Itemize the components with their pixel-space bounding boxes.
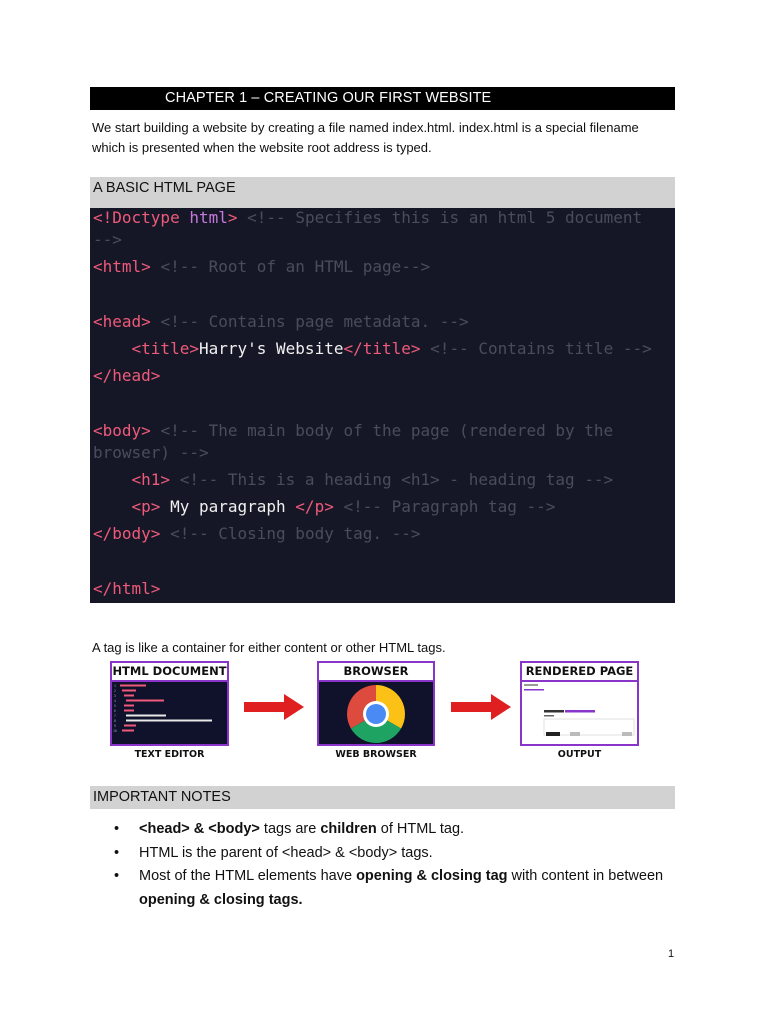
- intro-paragraph: We start building a website by creating a file named index.html. index.html is a special filename which is presented when the website root address is typed.: [92, 120, 639, 155]
- rendered-webpage-icon: [522, 682, 637, 744]
- text-editor-caption: TEXT EDITOR: [134, 749, 205, 760]
- output-caption: OUTPUT: [557, 749, 602, 760]
- svg-text:7: 7: [114, 714, 116, 718]
- tag-note: A tag is like a container for either content or other HTML tags.: [92, 640, 446, 655]
- browser-panel: [317, 661, 435, 746]
- web-browser-caption: WEB BROWSER: [335, 749, 417, 760]
- right-arrow-icon: [451, 692, 513, 722]
- code-line-head-open: <head> <!-- Contains page metadata. -->: [93, 312, 469, 331]
- svg-text:3: 3: [114, 694, 116, 698]
- html-document-panel: [110, 661, 229, 746]
- basic-page-heading: A BASIC HTML PAGE: [90, 177, 675, 208]
- notes-list: [114, 818, 684, 912]
- page-number: 1: [668, 948, 675, 960]
- important-notes-heading: IMPORTANT NOTES: [90, 786, 675, 809]
- svg-text:10: 10: [113, 729, 117, 733]
- svg-text:5: 5: [114, 704, 116, 708]
- svg-text:1: 1: [114, 684, 116, 688]
- svg-text:8: 8: [114, 719, 116, 723]
- svg-text:4: 4: [114, 699, 116, 703]
- rendered-page-title: RENDERED PAGE: [522, 663, 637, 682]
- code-editor-thumbnail: [112, 682, 227, 744]
- code-line-html-open: <html> <!-- Root of an HTML page-->: [93, 257, 431, 276]
- code-line-body-comment-end: browser) -->: [93, 443, 209, 462]
- code-line-doctype: <!Doctype html> <!-- Specifies this is an html 5 document: [93, 208, 643, 227]
- editor-code-lines-icon: [112, 682, 227, 744]
- rendered-page-panel: [520, 661, 639, 746]
- right-arrow-icon: [244, 692, 306, 722]
- html-document-title: HTML DOCUMENT: [112, 663, 227, 682]
- svg-text:9: 9: [114, 724, 116, 728]
- svg-text:2: 2: [114, 689, 116, 693]
- code-line-h1: <h1> <!-- This is a heading <h1> - heading tag -->: [131, 470, 614, 489]
- code-line-title: <title>Harry's Website</title> <!-- Contains title -->: [131, 339, 652, 358]
- code-line-body-close: </body> <!-- Closing body tag. -->: [93, 524, 421, 543]
- list-item: • HTML is the parent of <head> & <body> tags.: [114, 844, 433, 861]
- code-line-head-close: </head>: [93, 366, 161, 385]
- code-line-body-open: <body> <!-- The main body of the page (rendered by the: [93, 421, 614, 440]
- code-line-html-close: </html>: [93, 579, 161, 598]
- list-item: • <head> & <body> tags are children of HTML tag.: [114, 821, 465, 837]
- list-item: • Most of the HTML elements have opening & closing tag with content in between opening & closing tags.: [114, 868, 664, 908]
- chrome-icon: [319, 682, 433, 744]
- code-line-doctype-end: -->: [93, 230, 122, 249]
- code-block: [90, 208, 675, 603]
- browser-title: BROWSER: [319, 663, 433, 682]
- code-line-p: <p> My paragraph </p> <!-- Paragraph tag -->: [131, 497, 556, 516]
- chapter-title: CHAPTER 1 – CREATING OUR FIRST WEBSITE: [90, 87, 675, 110]
- svg-text:6: 6: [114, 709, 116, 713]
- rendered-page-thumbnail: [522, 682, 637, 744]
- browser-thumbnail: [319, 682, 433, 744]
